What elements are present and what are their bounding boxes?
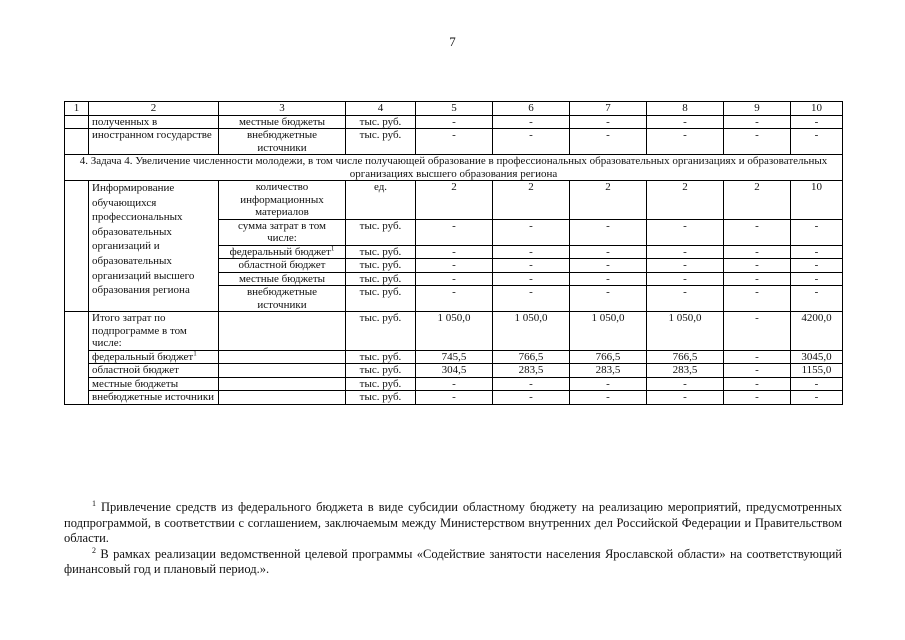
value-cell: - — [647, 377, 724, 391]
funding-source-cell: иностранном государстве — [89, 129, 219, 155]
task-title: 4. Задача 4. Увеличение численности молодежи, в том числе получающей образование в профессиональных образовательных организациях и образовательных организациях высшего образования региона — [65, 155, 843, 181]
unit-cell: тыс. руб. — [346, 245, 416, 259]
header-cell: 3 — [219, 102, 346, 116]
value-cell: - — [570, 219, 647, 245]
value-cell: - — [570, 272, 647, 286]
value-cell: 2 — [416, 181, 493, 220]
value-cell: 766,5 — [570, 350, 647, 364]
value-cell: - — [647, 259, 724, 273]
value-cell: - — [493, 272, 570, 286]
value-cell: - — [647, 272, 724, 286]
value-cell: - — [724, 219, 791, 245]
value-cell: - — [416, 286, 493, 312]
header-cell: 2 — [89, 102, 219, 116]
value-cell: - — [724, 245, 791, 259]
value-cell: - — [724, 115, 791, 129]
value-cell: - — [724, 259, 791, 273]
unit-cell: тыс. руб. — [346, 312, 416, 351]
total-row — [65, 377, 843, 391]
budget-type-cell: внебюджетные источники — [219, 129, 346, 155]
value-cell: - — [647, 391, 724, 405]
value-cell: 1 050,0 — [570, 312, 647, 351]
total-label: областной бюджет — [89, 364, 219, 378]
value-cell: - — [570, 115, 647, 129]
value-cell: - — [493, 115, 570, 129]
value-cell: - — [493, 286, 570, 312]
task-row — [65, 155, 843, 181]
empty-cell — [65, 115, 89, 129]
value-cell: 304,5 — [416, 364, 493, 378]
header-cell: 10 — [791, 102, 843, 116]
value-cell: - — [416, 377, 493, 391]
value-cell: - — [647, 219, 724, 245]
value-cell: 1 050,0 — [647, 312, 724, 351]
budget-table — [64, 101, 843, 405]
empty-cell — [219, 312, 346, 351]
total-label: местные бюджеты — [89, 377, 219, 391]
unit-cell: тыс. руб. — [346, 364, 416, 378]
value-cell: - — [724, 377, 791, 391]
value-cell: - — [724, 286, 791, 312]
value-cell: - — [791, 272, 843, 286]
value-cell: - — [791, 115, 843, 129]
unit-cell: тыс. руб. — [346, 350, 416, 364]
value-cell: - — [416, 391, 493, 405]
table-row — [65, 115, 843, 129]
value-cell: - — [493, 129, 570, 155]
value-cell: 4200,0 — [791, 312, 843, 351]
header-row — [65, 102, 843, 116]
value-cell: - — [791, 391, 843, 405]
footnote-mark: 1 — [92, 498, 96, 508]
value-cell: - — [647, 129, 724, 155]
header-cell: 5 — [416, 102, 493, 116]
footnotes — [64, 500, 842, 578]
value-cell: 2 — [647, 181, 724, 220]
value-cell: 283,5 — [493, 364, 570, 378]
total-row — [65, 312, 843, 351]
value-cell: - — [791, 259, 843, 273]
unit-cell: тыс. руб. — [346, 259, 416, 273]
value-cell: - — [416, 115, 493, 129]
footnote-text: В рамках реализации ведомственной целевой программы «Содействие занятости населения Ярославской области» на соответствующий финансовый год и плановый период.». — [64, 546, 842, 576]
value-cell: - — [570, 377, 647, 391]
value-cell: - — [791, 377, 843, 391]
value-cell: - — [416, 272, 493, 286]
value-cell: - — [791, 219, 843, 245]
header-cell: 4 — [346, 102, 416, 116]
header-cell: 8 — [647, 102, 724, 116]
empty-cell — [65, 129, 89, 155]
value-cell: - — [416, 129, 493, 155]
unit-cell: тыс. руб. — [346, 272, 416, 286]
funding-source-cell: полученных в — [89, 115, 219, 129]
total-label — [89, 350, 219, 364]
value-cell: 283,5 — [647, 364, 724, 378]
table-row — [65, 129, 843, 155]
total-label: внебюджетные источники — [89, 391, 219, 405]
value-cell: - — [791, 129, 843, 155]
value-cell: - — [724, 350, 791, 364]
empty-cell — [219, 364, 346, 378]
value-cell: - — [724, 391, 791, 405]
page-number: 7 — [449, 34, 456, 49]
indicator-cell: местные бюджеты — [219, 272, 346, 286]
value-cell: - — [416, 259, 493, 273]
value-cell: - — [724, 364, 791, 378]
value-cell: - — [493, 245, 570, 259]
budget-type-cell: местные бюджеты — [219, 115, 346, 129]
value-cell: - — [416, 219, 493, 245]
value-cell: - — [570, 286, 647, 312]
value-cell: - — [647, 115, 724, 129]
value-cell: - — [724, 312, 791, 351]
unit-cell: тыс. руб. — [346, 377, 416, 391]
total-row — [65, 391, 843, 405]
unit-cell: ед. — [346, 181, 416, 220]
empty-cell — [219, 377, 346, 391]
empty-cell — [65, 312, 89, 405]
footnote-ref: 1 — [330, 243, 335, 252]
footnote-mark: 2 — [92, 545, 96, 555]
value-cell: - — [570, 259, 647, 273]
total-row — [65, 364, 843, 378]
value-cell: 1 050,0 — [416, 312, 493, 351]
value-cell: 1 050,0 — [493, 312, 570, 351]
value-cell: - — [570, 129, 647, 155]
value-cell: - — [791, 286, 843, 312]
value-cell: 10 — [791, 181, 843, 220]
value-cell: - — [493, 391, 570, 405]
value-cell: 2 — [493, 181, 570, 220]
header-cell: 9 — [724, 102, 791, 116]
empty-cell — [219, 391, 346, 405]
empty-cell — [65, 181, 89, 312]
unit-cell: тыс. руб. — [346, 286, 416, 312]
indicator-cell: количество информационных материалов — [219, 181, 346, 220]
value-cell: - — [570, 245, 647, 259]
table-row — [65, 181, 843, 220]
value-cell: 766,5 — [493, 350, 570, 364]
value-cell: 3045,0 — [791, 350, 843, 364]
value-cell: 2 — [570, 181, 647, 220]
value-cell: - — [570, 391, 647, 405]
indicator-label: федеральный бюджет — [229, 245, 331, 258]
unit-cell: тыс. руб. — [346, 219, 416, 245]
header-cell: 7 — [570, 102, 647, 116]
value-cell: - — [647, 245, 724, 259]
value-cell: 2 — [724, 181, 791, 220]
value-cell: 766,5 — [647, 350, 724, 364]
value-cell: - — [647, 286, 724, 312]
footnote-ref: 1 — [193, 348, 197, 357]
value-cell: - — [791, 245, 843, 259]
value-cell: - — [493, 259, 570, 273]
total-label-text: федеральный бюджет — [92, 350, 194, 363]
value-cell: - — [416, 245, 493, 259]
unit-cell: тыс. руб. — [346, 391, 416, 405]
unit-cell: тыс. руб. — [346, 129, 416, 155]
indicator-cell: областной бюджет — [219, 259, 346, 273]
value-cell: 1155,0 — [791, 364, 843, 378]
indicator-cell — [219, 245, 346, 259]
header-cell: 1 — [65, 102, 89, 116]
indicator-cell: сумма затрат в том числе: — [219, 219, 346, 245]
indicator-cell: внебюджетные источники — [219, 286, 346, 312]
value-cell: 745,5 — [416, 350, 493, 364]
value-cell: - — [493, 219, 570, 245]
empty-cell — [219, 350, 346, 364]
value-cell: - — [493, 377, 570, 391]
value-cell: - — [724, 129, 791, 155]
total-row — [65, 350, 843, 364]
header-cell: 6 — [493, 102, 570, 116]
total-label: Итого затрат по подпрограмме в том числе: — [89, 312, 219, 351]
value-cell: - — [724, 272, 791, 286]
footnote-2 — [64, 547, 842, 578]
footnote-1 — [64, 500, 842, 547]
measure-name: Информирование обучающихся профессиональных образовательных организаций и образовательных организаций высшего образования региона — [89, 181, 219, 312]
unit-cell: тыс. руб. — [346, 115, 416, 129]
value-cell: 283,5 — [570, 364, 647, 378]
footnote-text: Привлечение средств из федерального бюджета в виде субсидии областному бюджету на реализацию мероприятий, предусмотренных подпрограммой, в соответствии с соглашением, заключаемым между Министерством внутренних дел Российской Федерации и Правительством области. — [64, 500, 842, 545]
